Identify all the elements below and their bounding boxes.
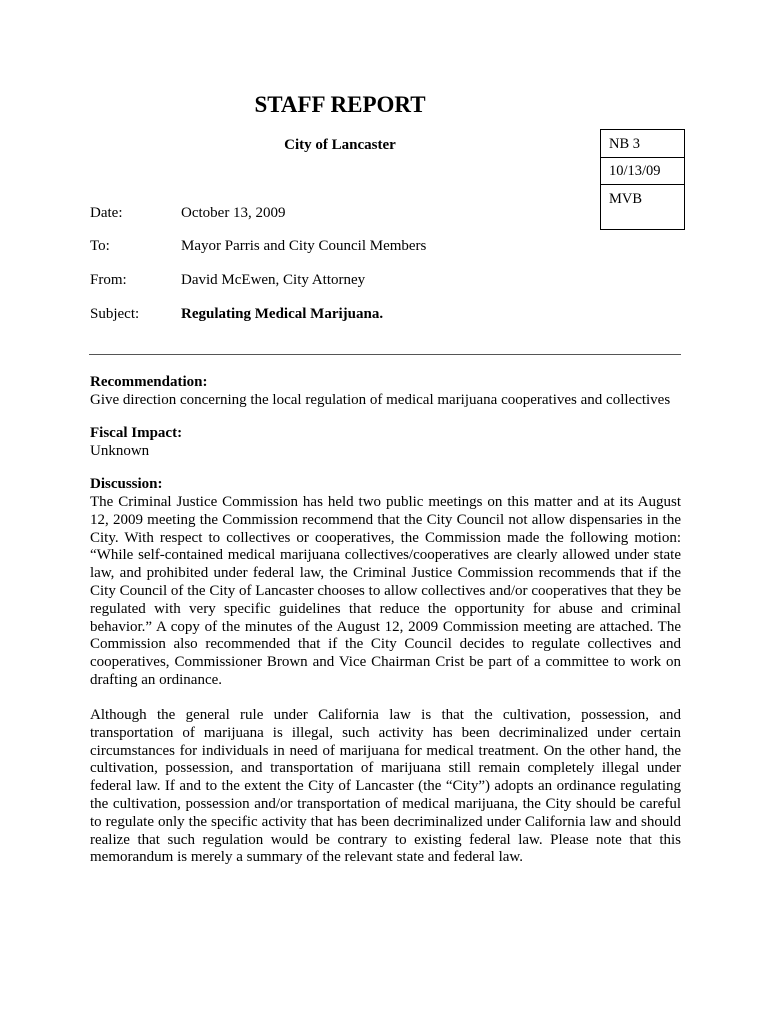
discussion-paragraph-1: The Criminal Justice Commission has held two public meetings on this matter and at its August 12, 2009 meeting the Commission recommend that the City Council not allow dispensaries in the City. With respect to collectives or cooperatives, the Commission made the following motion: “While self-contained medical marijuana collectives/cooperatives are clearly allowed under state law, and prohibited under federal law, the Criminal Justice Commission recommends that if the City Council of the City of Lancaster chooses to allow collectives and/or cooperatives that they be regulated with very specific guidelines that reduce the opportunity for abuse and criminal behavior.” A copy of the minutes of the August 12, 2009 Commission meeting are attached. The Commission also recommended that if the City Council decides to regulate collectives and cooperatives, Commissioner Brown and Vice Chairman Crist be part of a committee to work on drafting an ordinance. [90, 494, 681, 688]
report-title: STAFF REPORT [254, 92, 426, 117]
subject-label: Subject: [90, 306, 140, 322]
recommendation-heading: Recommendation: [90, 374, 208, 390]
date-label: Date: [90, 205, 123, 221]
agenda-item-number: NB 3 [601, 130, 684, 158]
to-label: To: [90, 238, 110, 254]
recommendation-section [90, 374, 682, 410]
to-value: Mayor Parris and City Council Members [181, 238, 427, 254]
agenda-date: 10/13/09 [601, 158, 684, 185]
header-divider [89, 354, 681, 355]
discussion-paragraph-2: Although the general rule under California law is that the cultivation, possession, and transportation of marijuana is illegal, such activity has been decriminalized under certain circumstances for individuals in need of marijuana for medical treatment. On the other hand, the cultivation, possession, and transportation of marijuana still remain completely illegal under federal law. If and to the extent the City of Lancaster (the “City”) adopts an ordinance regulating the cultivation, possession and/or transportation of medical marijuana, the City should be careful to regulate only the specific activity that has been decriminalized under California law and should realize that such regulation would be contrary to existing federal law. Please note that this memorandum is merely a summary of the relevant state and federal law. [90, 707, 681, 866]
subject-value: Regulating Medical Marijuana. [181, 306, 384, 322]
reference-box [600, 129, 685, 230]
fiscal-impact-text: Unknown [90, 442, 150, 459]
discussion-heading: Discussion: [90, 476, 163, 492]
from-label: From: [90, 272, 127, 288]
city-name: City of Lancaster [284, 137, 396, 153]
fiscal-impact-section [90, 425, 682, 461]
preparer-initials: MVB [609, 191, 643, 207]
fiscal-impact-heading: Fiscal Impact: [90, 425, 183, 441]
from-value: David McEwen, City Attorney [181, 272, 366, 288]
recommendation-text: Give direction concerning the local regulation of medical marijuana cooperatives and collectives [90, 391, 671, 408]
date-value: October 13, 2009 [181, 205, 286, 221]
